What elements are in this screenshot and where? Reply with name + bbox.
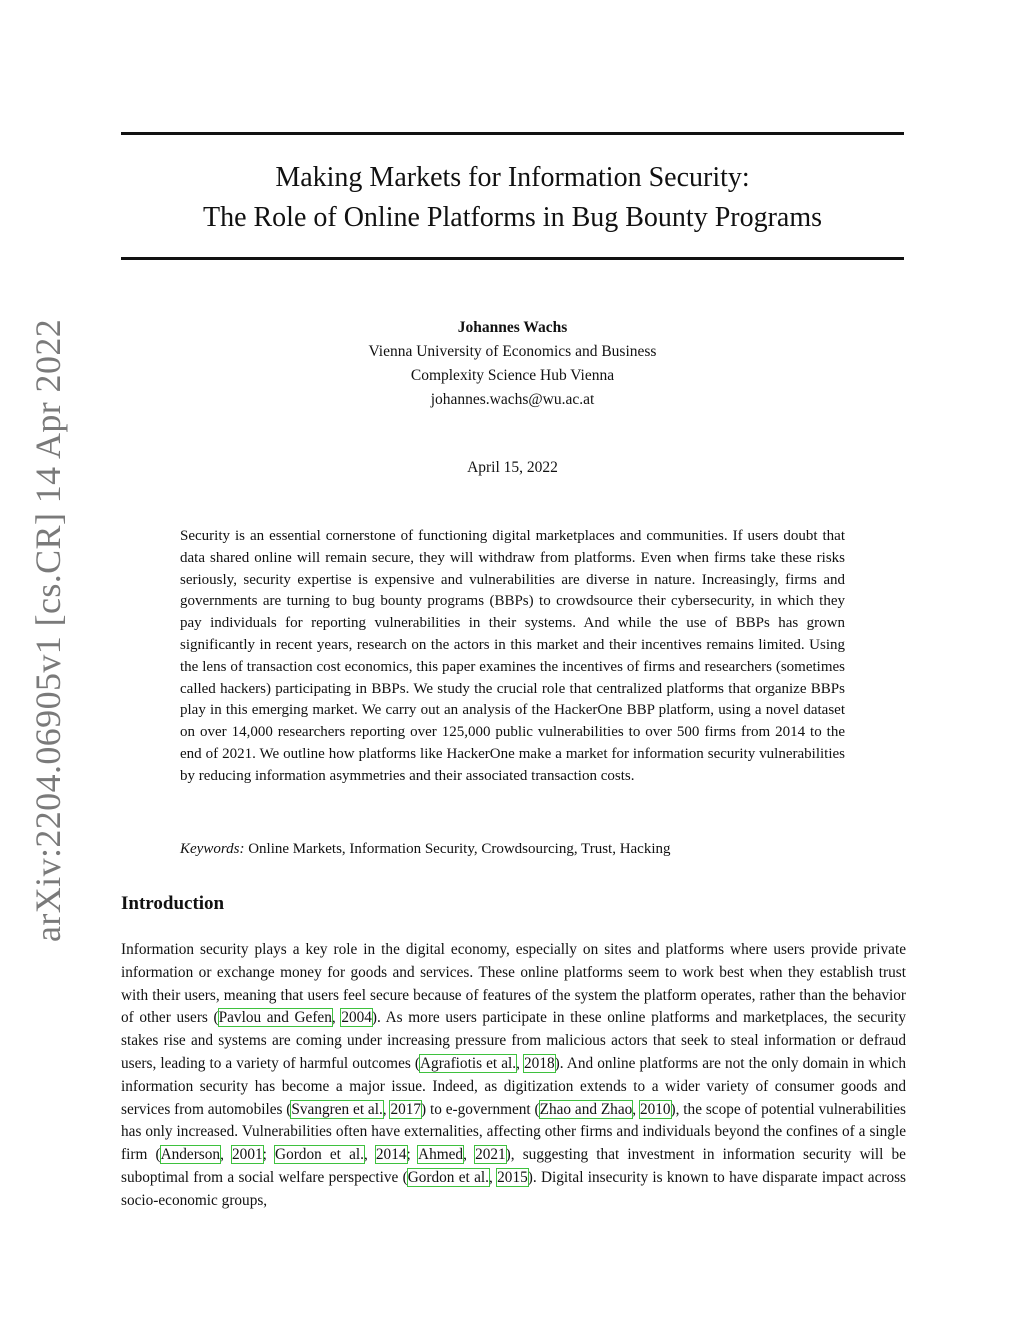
intro-text: ). As more users participate in these online platforms and marketplaces, the security stakes rise and systems are coming under increasing pressure from malicious actors that seek to steal information or defraud users, leading to a variety of harmful outcomes ( (121, 1009, 906, 1072)
citation-year-link[interactable]: 2018 (524, 1054, 555, 1072)
title-line-2: The Role of Online Platforms in Bug Bounty Programs (202, 202, 823, 233)
citation-separator: , (363, 1146, 376, 1164)
paper-date: April 15, 2022 (467, 459, 558, 476)
citation-separator: ; (406, 1146, 419, 1164)
citation-separator: , (516, 1054, 525, 1072)
intro-text: Information security plays a key role in the digital economy, especially on sites and platforms where users provide private information or exchange money for goods and services. These online platforms seem to work best when they establish trust with their users, meaning that users feel secure because of features of the system the platform operates, rather than the behavior of other users ( (121, 941, 906, 1027)
citation-link[interactable]: Gordon et al. (275, 1146, 364, 1164)
citation-separator: , (382, 1100, 391, 1118)
citation-separator: , (463, 1146, 476, 1164)
citation-link[interactable]: Zhao and Zhao (539, 1100, 633, 1118)
citation-link[interactable]: Agrafiotis et al. (420, 1054, 517, 1072)
citation-link[interactable]: Ahmed (418, 1146, 464, 1164)
citation-link[interactable]: Gordon et al. (407, 1168, 489, 1186)
title-top-rule (121, 132, 904, 135)
introduction-paragraph (121, 939, 906, 1213)
citation-separator: , (331, 1009, 342, 1027)
title-line-1: Making Markets for Information Security: (275, 162, 750, 193)
abstract: Security is an essential cornerstone of functioning digital marketplaces and communities. If users doubt that data shared online will remain secure, they will withdraw from platforms. Even when firms take these risks seriously, security expertise is expensive and vulnerabilities are diverse in nature. Increasingly, firms and governments are turning to bug bounty programs (BBPs) to crowdsource their cybersecurity, in which they pay individuals for reporting vulnerabilities in their systems. And while the use of BBPs has grown significantly in recent years, research on the actors in this market and their incentives remains limited. Using the lens of transaction cost economics, this paper examines the incentives of firms and researchers (sometimes called hackers) participating in BBPs. We study the crucial role that centralized platforms that organize BBPs play in this emerging market. We carry out an analysis of the HackerOne BBP platform, using a novel dataset on over 14,000 researchers reporting over 125,000 public vulnerabilities to over 500 firms from 2014 to the end of 2021. We outline how platforms like HackerOne make a market for information security vulnerabilities by reducing information asymmetries and their associated transaction costs. (180, 528, 845, 784)
citation-year-link[interactable]: 2021 (475, 1146, 506, 1164)
intro-text: ). And online platforms are not the only domain in which information security has become a major issue. Indeed, as digitization extends to a wider variety of consumer goods and services from automobiles ( (121, 1054, 906, 1118)
intro-text: ), the scope of potential vulnerabilities has only increased. Vulnerabilities often have externalities, affecting other firms and individuals beyond the confines of a single firm ( (121, 1100, 906, 1164)
author-affiliation-1: Vienna University of Economics and Business (368, 343, 657, 360)
citation-link[interactable]: Svangren et al. (291, 1100, 383, 1118)
paper-title (121, 158, 904, 238)
citation-year-link[interactable]: 2017 (390, 1100, 422, 1118)
citation-year-link[interactable]: 2004 (341, 1009, 372, 1027)
citation-year-link[interactable]: 2010 (639, 1100, 671, 1118)
intro-text: ), suggesting that investment in information security will be suboptimal from a social welfare perspective ( (121, 1146, 906, 1186)
citation-separator: , (632, 1100, 640, 1118)
author-email[interactable]: johannes.wachs@wu.ac.at (430, 391, 595, 408)
author-affiliation-2: Complexity Science Hub Vienna (410, 367, 615, 384)
author-name: Johannes Wachs (457, 319, 568, 336)
citation-link[interactable]: Pavlou and Gefen (218, 1009, 332, 1027)
section-heading-introduction: Introduction (121, 893, 225, 914)
arxiv-identifier: arXiv:2204.06905v1 [cs.CR] 14 Apr 2022 (28, 318, 68, 942)
citation-year-link[interactable]: 2001 (232, 1146, 263, 1164)
citation-separator: , (488, 1168, 498, 1186)
keywords-label: Keywords: (180, 841, 245, 857)
author-block (121, 316, 904, 412)
keywords (180, 838, 845, 860)
citation-year-link[interactable]: 2015 (497, 1168, 528, 1186)
citation-separator: , (220, 1146, 233, 1164)
intro-text: ). Digital insecurity is known to have disparate impact across socio-economic groups, (121, 1168, 907, 1209)
intro-text: ) to e-government ( (421, 1100, 540, 1118)
keywords-text: Online Markets, Information Security, Crowdsourcing, Trust, Hacking (248, 841, 671, 857)
citation-year-link[interactable]: 2014 (375, 1146, 407, 1164)
citation-link[interactable]: Anderson (160, 1146, 221, 1164)
title-bottom-rule (121, 257, 904, 260)
citation-separator: ; (262, 1146, 276, 1164)
